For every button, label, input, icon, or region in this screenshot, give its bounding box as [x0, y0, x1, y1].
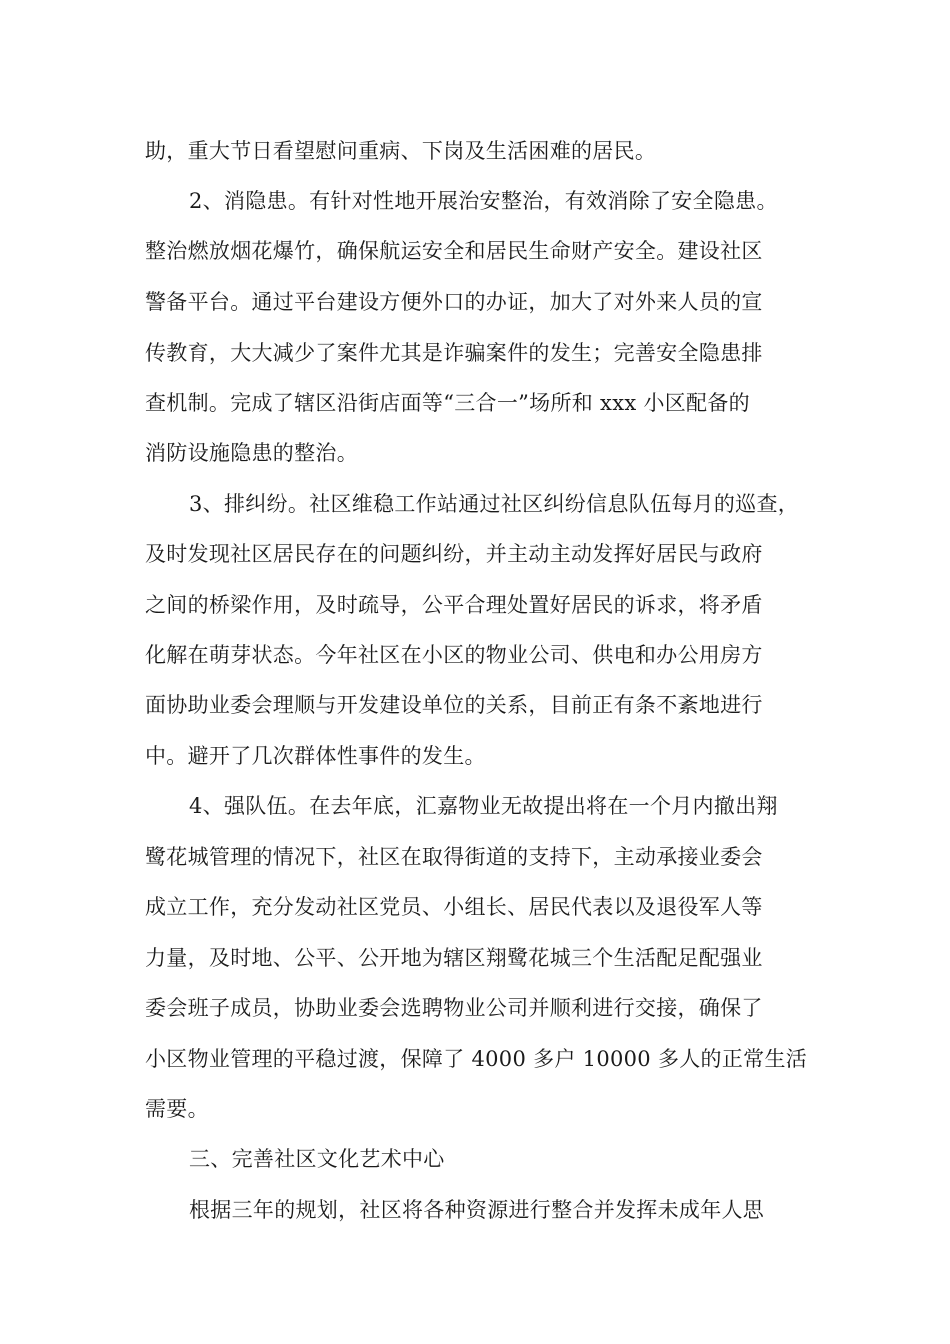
text-line: 小区物业管理的平稳过渡，保障了 4000 多户 10000 多人的正常生活: [145, 1047, 808, 1071]
text-line: 化解在萌芽状态。今年社区在小区的物业公司、供电和办公用房方: [145, 643, 763, 667]
paragraph-first-line: 3、排纠纷。社区维稳工作站通过社区纠纷信息队伍每月的巡查，: [189, 492, 800, 516]
text-line: 查机制。完成了辖区沿街店面等“三合一”场所和 xxx 小区配备的: [145, 391, 750, 415]
text-line: 及时发现社区居民存在的问题纠纷，并主动主动发挥好居民与政府: [145, 542, 763, 566]
paragraph-first-line: 2、消隐患。有针对性地开展治安整治，有效消除了安全隐患。: [189, 189, 778, 213]
text-line: 助，重大节日看望慰问重病、下岗及生活困难的居民。: [145, 139, 657, 163]
text-line: 传教育，大大减少了案件尤其是诈骗案件的发生；完善安全隐患排: [145, 341, 763, 365]
text-line: 警备平台。通过平台建设方便外口的办证，加大了对外来人员的宣: [145, 290, 763, 314]
text-line: 鹭花城管理的情况下，社区在取得街道的支持下，主动承接业委会: [145, 845, 763, 869]
paragraph-first-line: 根据三年的规划，社区将各种资源进行整合并发挥未成年人思: [189, 1198, 765, 1222]
text-line: 委会班子成员，协助业委会选聘物业公司并顺利进行交接，确保了: [145, 996, 763, 1020]
text-line: 消防设施隐患的整治。: [145, 441, 358, 465]
text-line: 力量，及时地、公平、公开地为辖区翔鹭花城三个生活配足配强业: [145, 946, 763, 970]
text-line: 面协助业委会理顺与开发建设单位的关系，目前正有条不紊地进行: [145, 693, 763, 717]
text-line: 整治燃放烟花爆竹，确保航运安全和居民生命财产安全。建设社区: [145, 239, 763, 263]
section-heading: 三、完善社区文化艺术中心: [189, 1147, 445, 1171]
text-line: 需要。: [145, 1097, 209, 1121]
paragraph-first-line: 4、强队伍。在去年底，汇嘉物业无故提出将在一个月内撤出翔: [189, 794, 778, 818]
text-line: 成立工作，充分发动社区党员、小组长、居民代表以及退役军人等: [145, 895, 763, 919]
text-line: 中。避开了几次群体性事件的发生。: [145, 744, 486, 768]
text-line: 之间的桥梁作用，及时疏导，公平合理处置好居民的诉求，将矛盾: [145, 593, 763, 617]
